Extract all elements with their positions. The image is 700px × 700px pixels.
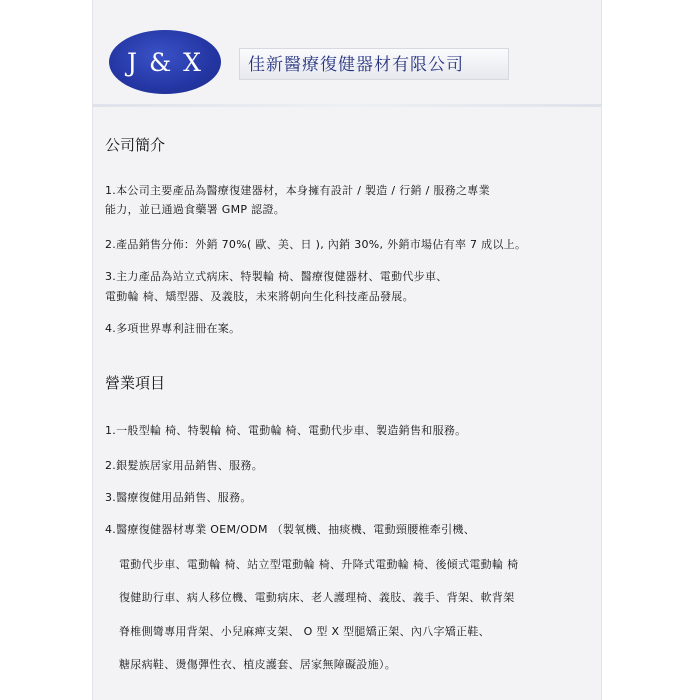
business-item-4-cont-4: 糖尿病鞋、燙傷彈性衣、植皮護套、居家無障礙設施）。 <box>119 658 396 671</box>
header-divider <box>93 104 601 107</box>
intro-item-3: 3.主力產品為站立式病床、特製輪 椅、醫療復健器材、電動代步車、 <box>105 270 448 283</box>
company-logo <box>109 30 221 94</box>
business-item-4-cont-2: 復健助行車、病人移位機、電動病床、老人護理椅、義肢、義手、背架、軟背架 <box>119 591 515 604</box>
intro-item-1-cont: 能力，並已通過食藥署 GMP 認證。 <box>105 203 286 216</box>
logo-text: J & X <box>127 47 203 77</box>
intro-item-1: 1.本公司主要產品為醫療復建器材，本身擁有設計 / 製造 / 行銷 / 服務之專業 <box>105 184 490 197</box>
business-heading: 營業項目 <box>105 374 166 392</box>
company-name: 佳新醫療復健器材有限公司 <box>239 48 509 80</box>
company-header <box>93 0 601 108</box>
business-item-1: 1.一般型輪 椅、特製輪 椅、電動輪 椅、電動代步車、製造銷售和服務。 <box>105 424 467 437</box>
business-item-3: 3.醫療復健用品銷售、服務。 <box>105 491 252 504</box>
business-item-4-cont-1: 電動代步車、電動輪 椅、站立型電動輪 椅、升降式電動輪 椅、後傾式電動輪 椅 <box>119 558 519 571</box>
business-item-4: 4.醫療復健器材專業 OEM/ODM （製氧機、抽痰機、電動頸腰椎牽引機、 <box>105 523 476 536</box>
document-page <box>92 0 602 700</box>
intro-heading: 公司簡介 <box>105 136 166 154</box>
business-item-2: 2.銀髮族居家用品銷售、服務。 <box>105 459 263 472</box>
business-item-4-cont-3: 脊椎側彎專用背架、小兒麻痺支架、 O 型 X 型腿矯正架、內八字矯正鞋、 <box>119 625 490 638</box>
intro-item-4: 4.多項世界專利註冊在案。 <box>105 322 241 335</box>
intro-item-3-cont: 電動輪 椅、矯型器、及義肢，未來將朝向生化科技產品發展。 <box>105 290 414 303</box>
intro-item-2: 2.產品銷售分佈：外銷 70%( 歐、美、日 ), 內銷 30%, 外銷市場佔有率 7 成以上。 <box>105 238 527 251</box>
